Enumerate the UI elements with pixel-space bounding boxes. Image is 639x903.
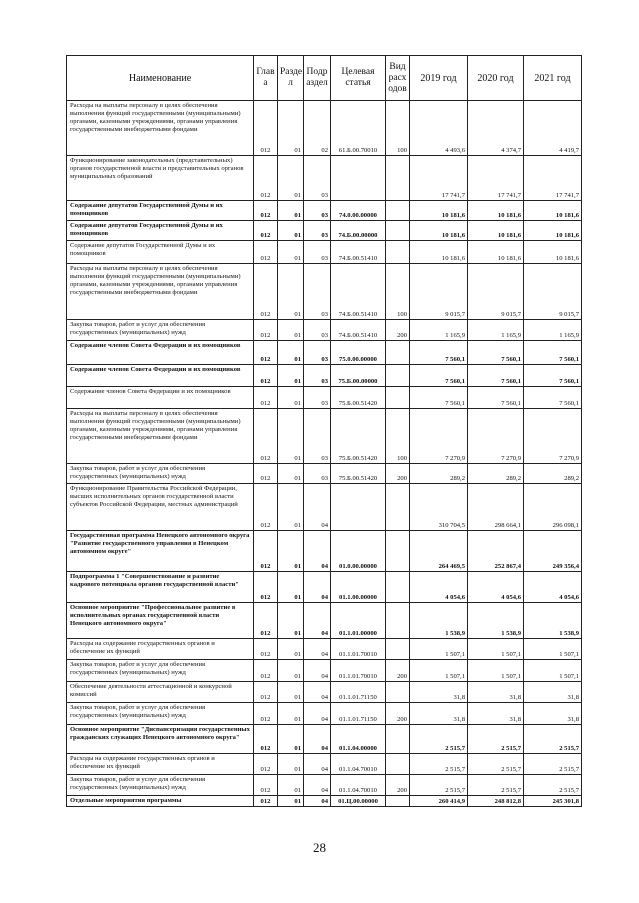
cell-razdel: 01	[278, 341, 304, 365]
page-number: 28	[313, 840, 326, 855]
cell-2021: 249 356,4	[524, 531, 582, 572]
cell-podrazdel: 03	[304, 221, 331, 241]
table-row	[67, 464, 582, 484]
table-row	[67, 365, 582, 387]
cell-2019: 1 538,9	[410, 603, 468, 639]
cell-2021: 7 560,1	[524, 365, 582, 387]
cell-name: Расходы на содержание государственных органов и обеспечение их функций	[67, 754, 254, 775]
cell-name: Государственная программа Ненецкого автономного округа "Развитие государственного управления в Ненецком автономном округе"	[67, 531, 254, 572]
table-header-row	[67, 56, 582, 101]
cell-2021: 7 560,1	[524, 341, 582, 365]
cell-target: 75.Б.00.51420	[331, 387, 386, 409]
cell-2020: 1 165,9	[468, 320, 524, 341]
cell-name: Содержание членов Совета Федерации и их помощников	[67, 387, 254, 409]
cell-2019: 7 560,1	[410, 387, 468, 409]
cell-2021: 4 054,6	[524, 572, 582, 603]
table-row	[67, 796, 582, 807]
cell-razdel: 01	[278, 484, 304, 531]
cell-name: Расходы на выплаты персоналу в целях обеспечения выполнения функций государственными (муниципальными) органами, казенными учреждениями, органами управления государственными внебюджетными фондами	[67, 101, 254, 156]
table-row	[67, 725, 582, 754]
cell-vid: 200	[386, 320, 410, 341]
cell-2019: 310 704,5	[410, 484, 468, 531]
cell-2019: 4 054,6	[410, 572, 468, 603]
cell-vid	[386, 796, 410, 807]
cell-2020: 4 374,7	[468, 101, 524, 156]
cell-2019: 31,8	[410, 682, 468, 703]
cell-2019: 2 515,7	[410, 775, 468, 796]
cell-2019: 9 015,7	[410, 264, 468, 320]
cell-2020: 1 538,9	[468, 603, 524, 639]
cell-glava: 012	[254, 703, 278, 725]
cell-2020: 10 181,6	[468, 241, 524, 264]
cell-2019: 289,2	[410, 464, 468, 484]
cell-2019: 260 414,9	[410, 796, 468, 807]
cell-2021: 17 741,7	[524, 156, 582, 201]
cell-2021: 10 181,6	[524, 201, 582, 221]
cell-podrazdel: 04	[304, 754, 331, 775]
cell-razdel: 01	[278, 101, 304, 156]
cell-razdel: 01	[278, 221, 304, 241]
cell-razdel: 01	[278, 387, 304, 409]
cell-razdel: 01	[278, 603, 304, 639]
cell-vid	[386, 201, 410, 221]
cell-glava: 012	[254, 464, 278, 484]
cell-name: Отдельные мероприятия программы	[67, 796, 254, 807]
cell-glava: 012	[254, 682, 278, 703]
cell-name: Расходы на выплаты персоналу в целях обеспечения выполнения функций государственными (муниципальными) органами, казенными учреждениями, органами управления государственными внебюджетными фондами	[67, 409, 254, 464]
cell-2020: 7 560,1	[468, 365, 524, 387]
cell-2021: 1 538,9	[524, 603, 582, 639]
cell-2019: 10 181,6	[410, 241, 468, 264]
cell-2020: 10 181,6	[468, 221, 524, 241]
cell-2021: 31,8	[524, 703, 582, 725]
cell-2021: 245 301,8	[524, 796, 582, 807]
table-row	[67, 572, 582, 603]
table-row	[67, 639, 582, 660]
table-row	[67, 101, 582, 156]
cell-target: 75.Б.00.51420	[331, 409, 386, 464]
cell-vid	[386, 365, 410, 387]
cell-name: Содержание депутатов Государственной Думы и их помощников	[67, 201, 254, 221]
cell-vid	[386, 156, 410, 201]
cell-vid	[386, 341, 410, 365]
cell-2019: 7 270,9	[410, 409, 468, 464]
cell-podrazdel: 04	[304, 484, 331, 531]
cell-podrazdel: 04	[304, 725, 331, 754]
cell-target: 75.Б.00.00000	[331, 365, 386, 387]
cell-vid	[386, 484, 410, 531]
cell-2019: 1 507,1	[410, 660, 468, 682]
table-row	[67, 387, 582, 409]
cell-target: 01.1.01.70010	[331, 639, 386, 660]
budget-table	[66, 55, 582, 807]
cell-2020: 289,2	[468, 464, 524, 484]
cell-vid	[386, 603, 410, 639]
cell-vid: 100	[386, 264, 410, 320]
table-row	[67, 264, 582, 320]
cell-podrazdel: 03	[304, 387, 331, 409]
cell-razdel: 01	[278, 572, 304, 603]
cell-glava: 012	[254, 754, 278, 775]
cell-glava: 012	[254, 241, 278, 264]
cell-name: Расходы на содержание государственных органов и обеспечение их функций	[67, 639, 254, 660]
cell-vid	[386, 572, 410, 603]
cell-target: 61.Б.00.70010	[331, 101, 386, 156]
cell-name: Содержание депутатов Государственной Думы и их помощников	[67, 221, 254, 241]
cell-2021: 1 507,1	[524, 660, 582, 682]
cell-podrazdel: 04	[304, 660, 331, 682]
cell-glava: 012	[254, 365, 278, 387]
cell-2021: 2 515,7	[524, 775, 582, 796]
cell-2021: 10 181,6	[524, 241, 582, 264]
table-row	[67, 484, 582, 531]
cell-glava: 012	[254, 341, 278, 365]
cell-2020: 298 664,1	[468, 484, 524, 531]
table-row	[67, 156, 582, 201]
header-2020: 2020 год	[468, 56, 524, 101]
cell-vid: 100	[386, 101, 410, 156]
table-row	[67, 754, 582, 775]
cell-glava: 012	[254, 156, 278, 201]
cell-target: 01.1.01.71150	[331, 682, 386, 703]
cell-name: Обеспечение деятельности аттестационной и конкурсной комиссий	[67, 682, 254, 703]
cell-2020: 2 515,7	[468, 775, 524, 796]
cell-name: Подпрограмма 1 "Совершенствование и развитие кадрового потенциала органов государственной власти"	[67, 572, 254, 603]
cell-name: Закупка товаров, работ и услуг для обеспечения государственных (муниципальных) нужд	[67, 464, 254, 484]
cell-glava: 012	[254, 387, 278, 409]
cell-2020: 7 270,9	[468, 409, 524, 464]
cell-podrazdel: 04	[304, 603, 331, 639]
table-row	[67, 201, 582, 221]
cell-podrazdel: 03	[304, 409, 331, 464]
header-glava: Глав а	[254, 56, 278, 101]
cell-podrazdel: 03	[304, 341, 331, 365]
cell-2020: 2 515,7	[468, 725, 524, 754]
cell-podrazdel: 04	[304, 775, 331, 796]
cell-glava: 012	[254, 320, 278, 341]
cell-target: 01.1.01.70010	[331, 660, 386, 682]
cell-2021: 1 165,9	[524, 320, 582, 341]
cell-target: 74.0.00.00000	[331, 201, 386, 221]
cell-target: 01.1.00.00000	[331, 572, 386, 603]
cell-target: 74.Б.00.51410	[331, 320, 386, 341]
cell-razdel: 01	[278, 639, 304, 660]
table-row	[67, 660, 582, 682]
cell-name: Закупка товаров, работ и услуг для обеспечения государственных (муниципальных) нужд	[67, 320, 254, 341]
cell-name: Содержание депутатов Государственной Думы и их помощников	[67, 241, 254, 264]
cell-razdel: 01	[278, 682, 304, 703]
cell-2019: 2 515,7	[410, 754, 468, 775]
cell-glava: 012	[254, 572, 278, 603]
cell-podrazdel: 04	[304, 639, 331, 660]
cell-2020: 31,8	[468, 682, 524, 703]
cell-razdel: 01	[278, 725, 304, 754]
cell-name: Функционирование законодательных (представительных) органов государственной власти и представительных органов муниципальных образований	[67, 156, 254, 201]
cell-vid: 200	[386, 660, 410, 682]
cell-razdel: 01	[278, 464, 304, 484]
cell-glava: 012	[254, 409, 278, 464]
cell-target: 74.Б.00.00000	[331, 221, 386, 241]
cell-razdel: 01	[278, 365, 304, 387]
cell-2019: 1 507,1	[410, 639, 468, 660]
cell-2021: 4 419,7	[524, 101, 582, 156]
cell-target: 75.0.00.00000	[331, 341, 386, 365]
cell-2021: 31,8	[524, 682, 582, 703]
table-row	[67, 703, 582, 725]
cell-glava: 012	[254, 484, 278, 531]
cell-vid	[386, 531, 410, 572]
cell-glava: 012	[254, 660, 278, 682]
cell-glava: 012	[254, 264, 278, 320]
cell-name: Содержание членов Совета Федерации и их помощников	[67, 365, 254, 387]
cell-razdel: 01	[278, 796, 304, 807]
cell-2020: 7 560,1	[468, 387, 524, 409]
cell-name: Основное мероприятие "Диспансеризация государственных гражданских служащих Ненецкого автономного округа"	[67, 725, 254, 754]
cell-vid	[386, 221, 410, 241]
cell-podrazdel: 04	[304, 531, 331, 572]
cell-podrazdel: 02	[304, 101, 331, 156]
header-target: Целевая статья	[331, 56, 386, 101]
cell-2020: 17 741,7	[468, 156, 524, 201]
cell-glava: 012	[254, 796, 278, 807]
cell-2019: 10 181,6	[410, 201, 468, 221]
cell-podrazdel: 03	[304, 464, 331, 484]
cell-target: 74.Б.00.51410	[331, 241, 386, 264]
cell-podrazdel: 03	[304, 365, 331, 387]
table-row	[67, 221, 582, 241]
cell-razdel: 01	[278, 754, 304, 775]
cell-name: Функционирование Правительства Российской Федерации, высших исполнительных органов государственной власти субъектов Российской Федерации, местных администраций	[67, 484, 254, 531]
cell-2021: 2 515,7	[524, 754, 582, 775]
cell-2021: 10 181,6	[524, 221, 582, 241]
cell-vid	[386, 241, 410, 264]
cell-razdel: 01	[278, 201, 304, 221]
header-2019: 2019 год	[410, 56, 468, 101]
cell-podrazdel: 04	[304, 572, 331, 603]
cell-2019: 4 493,6	[410, 101, 468, 156]
cell-razdel: 01	[278, 409, 304, 464]
cell-razdel: 01	[278, 703, 304, 725]
cell-2019: 7 560,1	[410, 365, 468, 387]
cell-vid	[386, 387, 410, 409]
cell-2019: 31,8	[410, 703, 468, 725]
header-2021: 2021 год	[524, 56, 582, 101]
cell-2021: 2 515,7	[524, 725, 582, 754]
cell-target: 01.1.01.71150	[331, 703, 386, 725]
cell-vid: 200	[386, 464, 410, 484]
cell-target: 01.0.00.00000	[331, 531, 386, 572]
cell-target: 74.Б.00.51410	[331, 264, 386, 320]
table-row	[67, 682, 582, 703]
cell-vid: 200	[386, 775, 410, 796]
table-row	[67, 341, 582, 365]
cell-2021: 1 507,1	[524, 639, 582, 660]
cell-podrazdel: 03	[304, 320, 331, 341]
cell-target: 75.Б.00.51420	[331, 464, 386, 484]
cell-2020: 9 015,7	[468, 264, 524, 320]
cell-name: Закупка товаров, работ и услуг для обеспечения государственных (муниципальных) нужд	[67, 660, 254, 682]
cell-podrazdel: 03	[304, 264, 331, 320]
cell-target: 01.1.04.70010	[331, 754, 386, 775]
cell-2020: 2 515,7	[468, 754, 524, 775]
cell-2020: 31,8	[468, 703, 524, 725]
cell-name: Основное мероприятие "Профессиональное развитие в исполнительных органах государственной власти Ненецкого автономного округа"	[67, 603, 254, 639]
cell-name: Закупка товаров, работ и услуг для обеспечения государственных (муниципальных) нужд	[67, 703, 254, 725]
cell-glava: 012	[254, 603, 278, 639]
cell-target	[331, 484, 386, 531]
cell-2020: 252 867,4	[468, 531, 524, 572]
cell-target: 01.1.04.00000	[331, 725, 386, 754]
cell-target: 01.Ц.00.00000	[331, 796, 386, 807]
cell-2021: 7 560,1	[524, 387, 582, 409]
cell-2019: 1 165,9	[410, 320, 468, 341]
table-body	[67, 101, 582, 807]
cell-2019: 7 560,1	[410, 341, 468, 365]
cell-vid: 100	[386, 409, 410, 464]
cell-glava: 012	[254, 101, 278, 156]
cell-2020: 4 054,6	[468, 572, 524, 603]
cell-2020: 1 507,1	[468, 639, 524, 660]
cell-2019: 2 515,7	[410, 725, 468, 754]
header-vid: Вид расх одов	[386, 56, 410, 101]
table-row	[67, 320, 582, 341]
cell-vid	[386, 754, 410, 775]
cell-vid	[386, 682, 410, 703]
cell-podrazdel: 04	[304, 703, 331, 725]
cell-vid	[386, 639, 410, 660]
header-name: Наименование	[67, 56, 254, 101]
table-row	[67, 409, 582, 464]
cell-2019: 10 181,6	[410, 221, 468, 241]
table-row	[67, 775, 582, 796]
cell-2021: 9 015,7	[524, 264, 582, 320]
cell-razdel: 01	[278, 775, 304, 796]
cell-2021: 289,2	[524, 464, 582, 484]
cell-podrazdel: 04	[304, 796, 331, 807]
cell-2020: 10 181,6	[468, 201, 524, 221]
cell-podrazdel: 03	[304, 201, 331, 221]
cell-glava: 012	[254, 725, 278, 754]
cell-glava: 012	[254, 201, 278, 221]
cell-razdel: 01	[278, 264, 304, 320]
cell-podrazdel: 04	[304, 682, 331, 703]
cell-target: 01.1.01.00000	[331, 603, 386, 639]
cell-2021: 296 098,1	[524, 484, 582, 531]
table-row	[67, 241, 582, 264]
cell-target: 01.1.04.70010	[331, 775, 386, 796]
cell-razdel: 01	[278, 156, 304, 201]
cell-glava: 012	[254, 221, 278, 241]
cell-razdel: 01	[278, 241, 304, 264]
cell-2021: 7 270,9	[524, 409, 582, 464]
cell-podrazdel: 03	[304, 241, 331, 264]
cell-razdel: 01	[278, 531, 304, 572]
cell-2019: 264 469,5	[410, 531, 468, 572]
cell-razdel: 01	[278, 320, 304, 341]
cell-name: Содержание членов Совета Федерации и их помощников	[67, 341, 254, 365]
cell-2020: 7 560,1	[468, 341, 524, 365]
table-row	[67, 531, 582, 572]
cell-razdel: 01	[278, 660, 304, 682]
table-row	[67, 603, 582, 639]
cell-glava: 012	[254, 639, 278, 660]
cell-vid: 200	[386, 703, 410, 725]
cell-glava: 012	[254, 775, 278, 796]
header-podrazdel: Подр аздел	[304, 56, 331, 101]
cell-2020: 248 812,8	[468, 796, 524, 807]
cell-name: Расходы на выплаты персоналу в целях обеспечения выполнения функций государственными (муниципальными) органами, казенными учреждениями, органами управления государственными внебюджетными фондами	[67, 264, 254, 320]
cell-glava: 012	[254, 531, 278, 572]
cell-podrazdel: 03	[304, 156, 331, 201]
cell-vid	[386, 725, 410, 754]
cell-name: Закупка товаров, работ и услуг для обеспечения государственных (муниципальных) нужд	[67, 775, 254, 796]
cell-2019: 17 741,7	[410, 156, 468, 201]
header-razdel: Разде л	[278, 56, 304, 101]
cell-target	[331, 156, 386, 201]
cell-2020: 1 507,1	[468, 660, 524, 682]
